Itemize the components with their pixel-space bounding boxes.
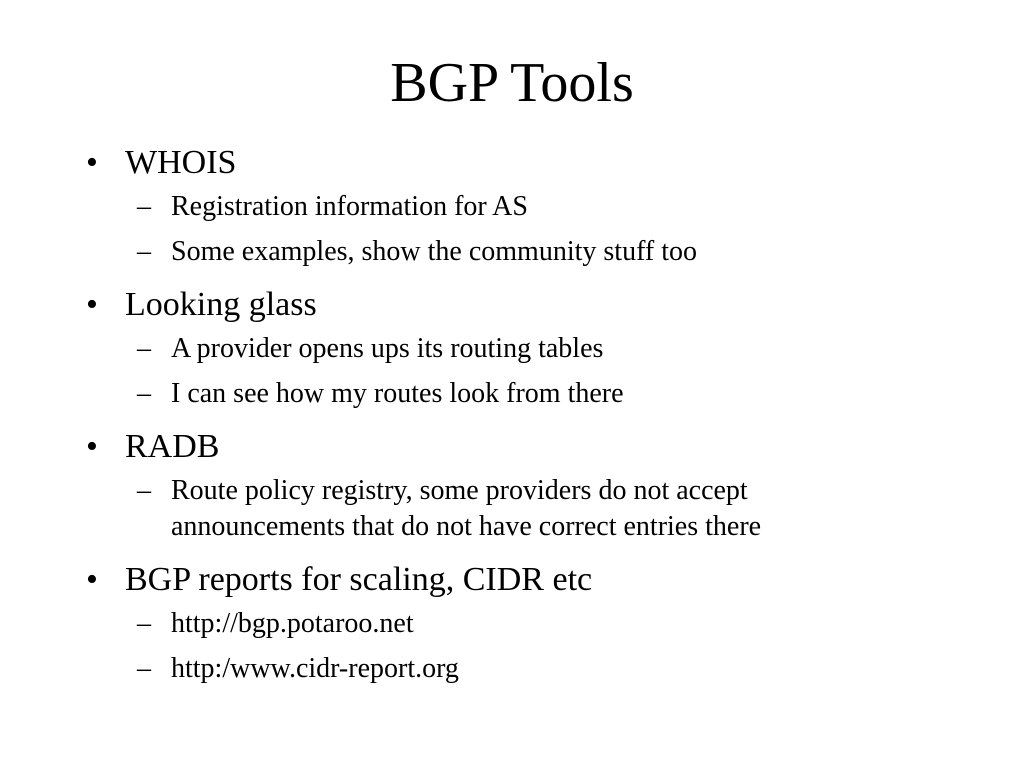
sub-item-text: Route policy registry, some providers do not accept announcements that do not have correct entries there [171,475,762,542]
bullet-item-radb [0,421,1024,545]
dash-icon: – [137,236,151,267]
bullet-list [0,137,1024,696]
dash-icon: – [137,378,151,409]
dash-icon: – [137,333,151,364]
sub-item [0,189,1024,225]
dash-icon: – [137,653,151,684]
sub-item-text: http:/www.cidr-report.org [171,653,459,684]
sub-item [0,473,1024,545]
sub-item [0,234,1024,270]
slide-title: BGP Tools [390,52,634,114]
bullet-item-bgp-reports [0,554,1024,687]
sub-item-text: I can see how my routes look from there [171,378,624,409]
dash-icon: – [137,608,151,639]
bullet-item-whois [0,137,1024,270]
sub-item [0,376,1024,412]
sub-item-text: Some examples, show the community stuff too [171,236,697,267]
sub-list [0,189,1024,270]
sub-item-text: http://bgp.potaroo.net [171,608,414,639]
sub-item-text: Registration information for AS [171,191,528,222]
bullet-icon: • [86,428,98,465]
dash-icon: – [137,475,151,506]
bullet-icon: • [86,561,98,598]
sub-list [0,606,1024,687]
sub-item-text: A provider opens ups its routing tables [171,333,604,364]
sub-list [0,473,1024,545]
bullet-icon: • [86,144,98,181]
bullet-icon: • [86,286,98,323]
sub-item [0,651,1024,687]
sub-item [0,606,1024,642]
bullet-label: BGP reports for scaling, CIDR etc [125,561,593,598]
sub-item [0,331,1024,367]
bullet-label: WHOIS [125,144,237,181]
bullet-label: Looking glass [125,286,317,323]
dash-icon: – [137,191,151,222]
sub-list [0,331,1024,412]
bullet-label: RADB [125,428,220,465]
bullet-item-looking-glass [0,279,1024,412]
